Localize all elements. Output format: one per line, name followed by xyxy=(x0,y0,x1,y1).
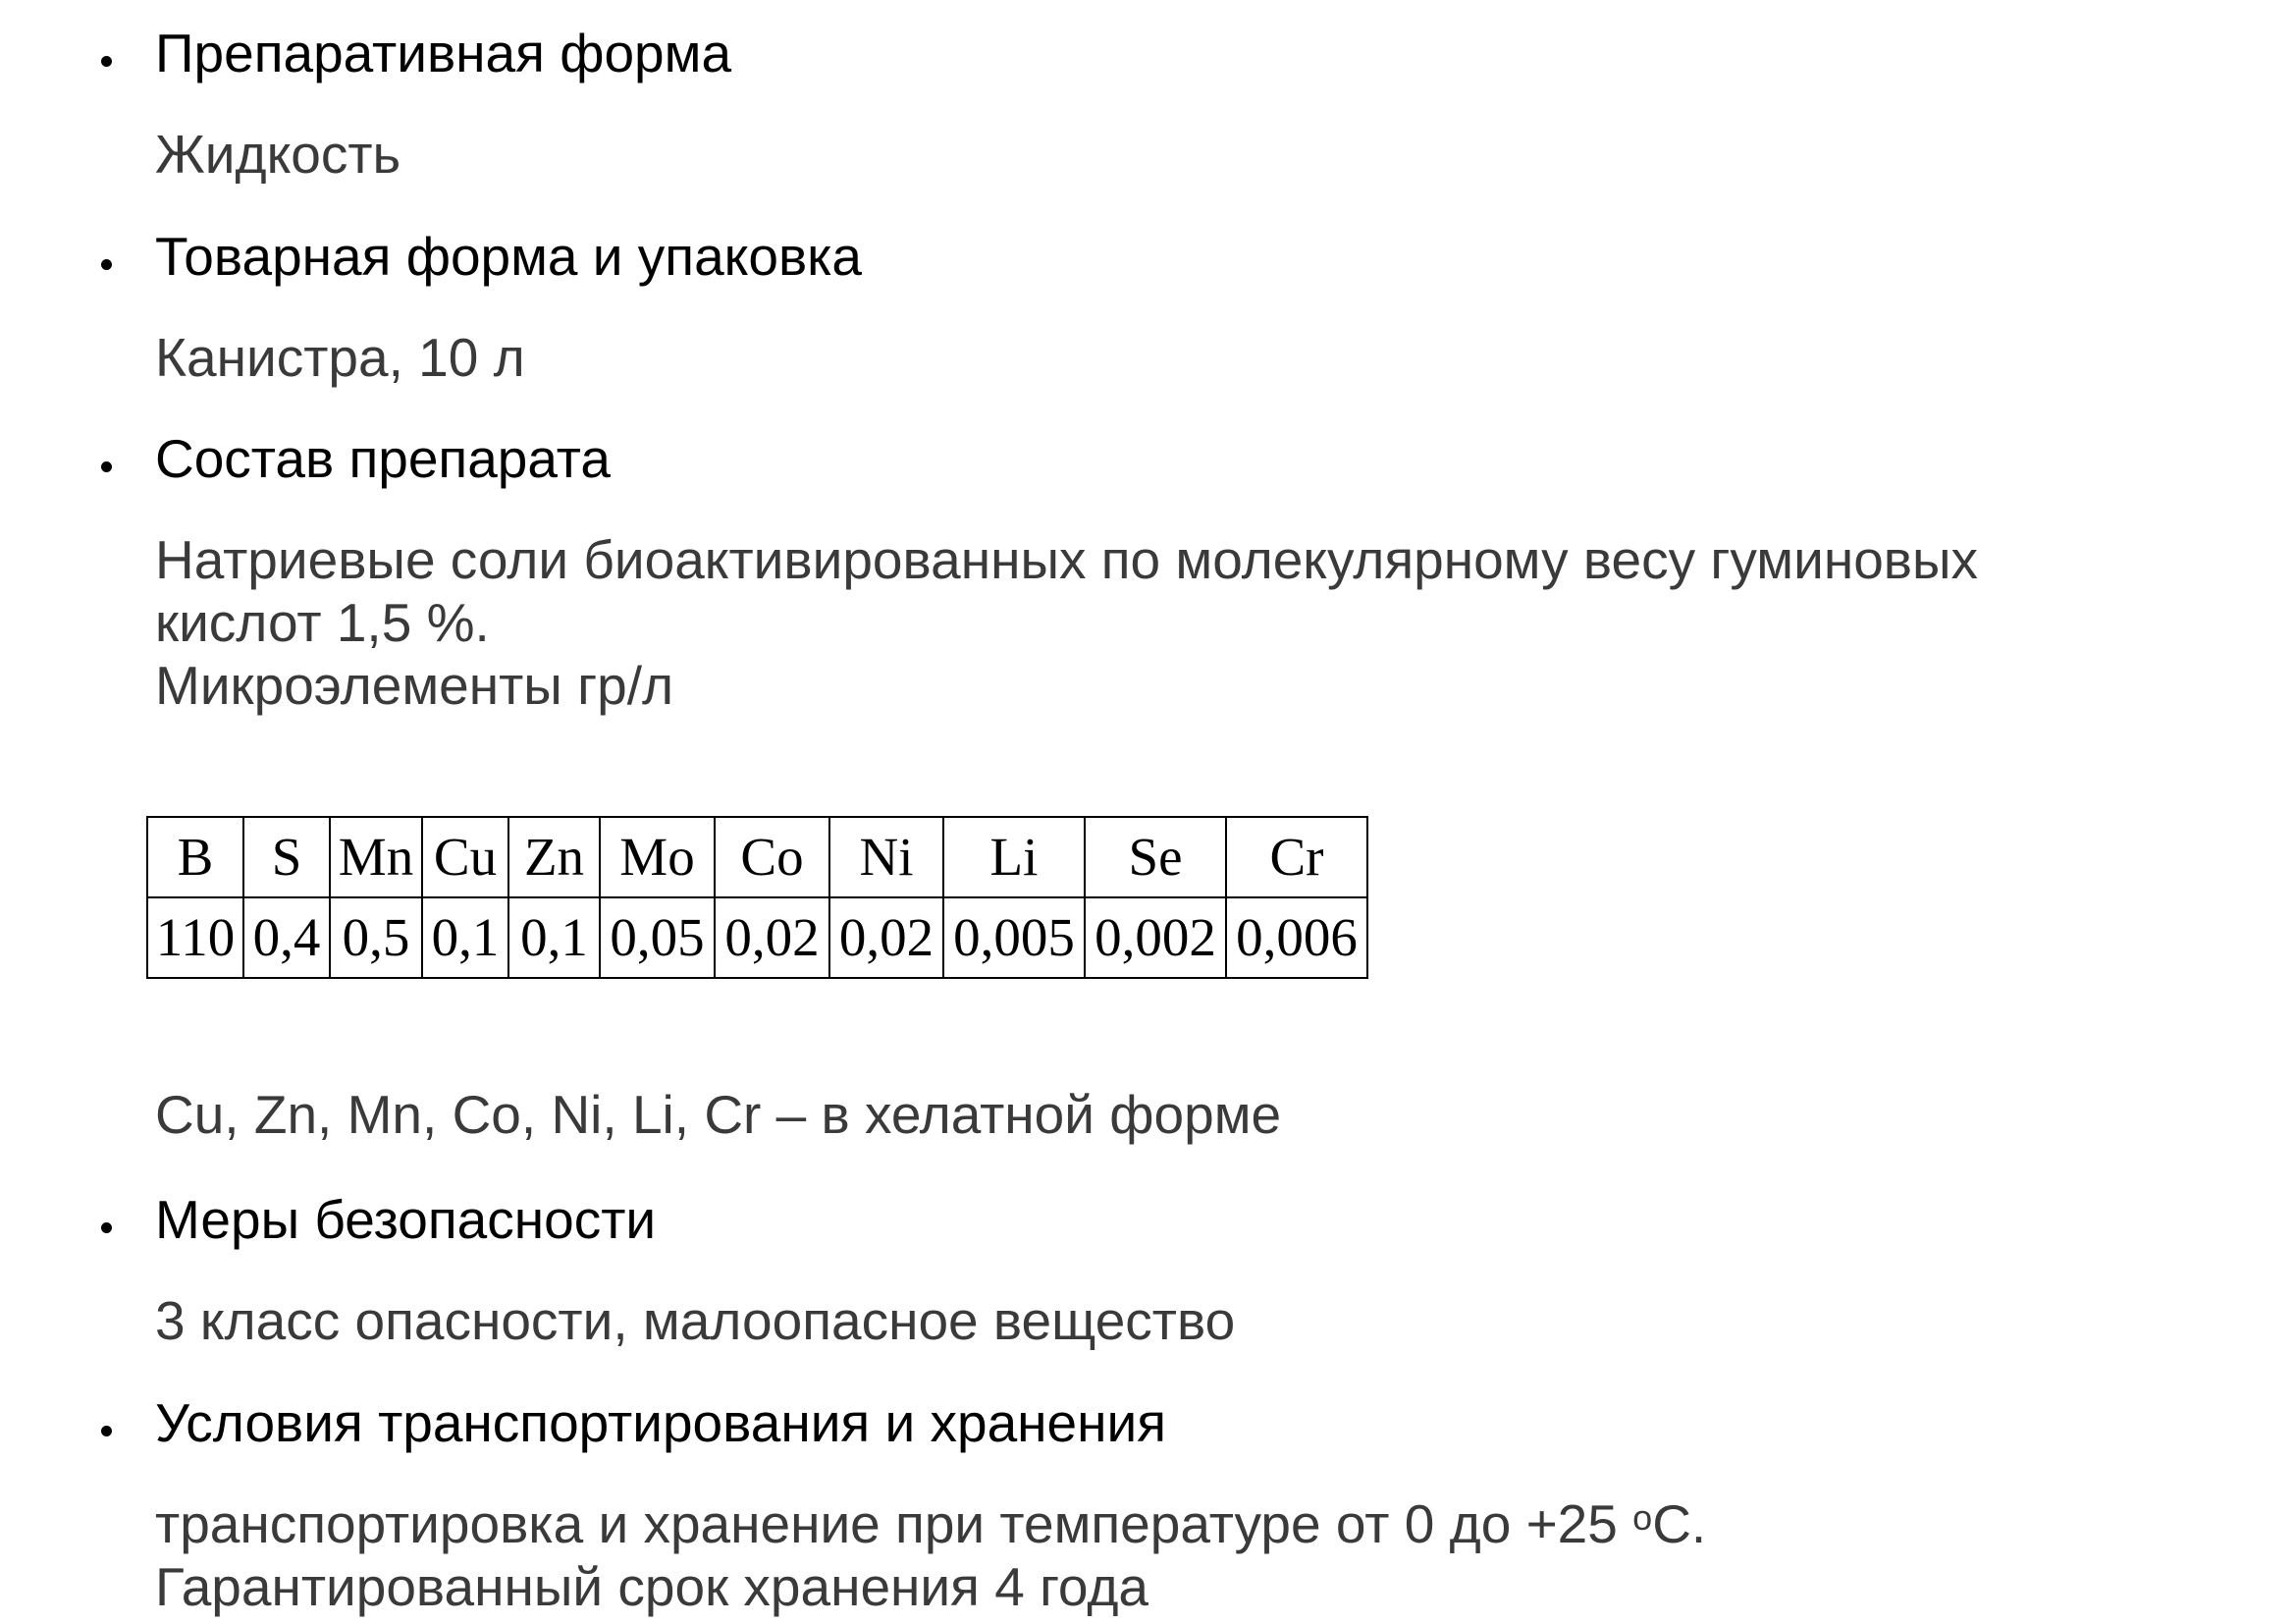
microelements-table xyxy=(146,816,1368,979)
value-line: Жидкость xyxy=(155,124,401,185)
section-heading: Состав препарата xyxy=(155,428,611,489)
value-line: 3 класс опасности, малоопасное вещество xyxy=(155,1290,1236,1351)
value-line: Натриевые соли биоактивированных по молекулярному весу гуминовых xyxy=(155,529,1979,590)
value-line: Микроэлементы гр/л xyxy=(155,655,674,716)
element-symbol: S xyxy=(243,817,330,897)
element-symbol: Mn xyxy=(330,817,422,897)
bullet-icon xyxy=(101,1222,112,1233)
element-value: 110 xyxy=(147,897,243,978)
element-value: 0,006 xyxy=(1226,897,1367,978)
section-value xyxy=(155,326,525,389)
section-value xyxy=(155,123,400,186)
element-symbol: Li xyxy=(943,817,1085,897)
element-symbol: Se xyxy=(1085,817,1226,897)
degree-sign: o xyxy=(1632,1497,1653,1538)
element-value: 0,1 xyxy=(422,897,508,978)
section-heading: Меры безопасности xyxy=(155,1189,657,1250)
value-line: Канистра, 10 л xyxy=(155,327,525,388)
element-value: 0,005 xyxy=(943,897,1085,978)
element-value: 0,05 xyxy=(600,897,715,978)
section-value xyxy=(155,1289,1235,1352)
element-symbol: Co xyxy=(715,817,829,897)
element-symbol: Mo xyxy=(600,817,715,897)
chelate-note: Cu, Zn, Mn, Co, Ni, Li, Cr – в хелатной форме xyxy=(155,1084,1282,1145)
bullet-icon xyxy=(101,1426,112,1436)
section-heading: Товарная форма и упаковка xyxy=(155,226,863,287)
value-line xyxy=(155,1492,1706,1555)
bullet-icon xyxy=(101,56,112,67)
element-value: 0,5 xyxy=(330,897,422,978)
element-value: 0,02 xyxy=(715,897,829,978)
element-value: 0,02 xyxy=(829,897,943,978)
element-value: 0,1 xyxy=(508,897,600,978)
table-values-row xyxy=(147,897,1367,978)
section-heading: Препаративная форма xyxy=(155,23,732,83)
degree-unit: С. xyxy=(1652,1493,1707,1554)
value-line: кислот 1,5 %. xyxy=(155,592,490,653)
section-value xyxy=(155,528,1978,717)
table-header-row xyxy=(147,817,1367,897)
element-value: 0,4 xyxy=(243,897,330,978)
element-symbol: Cu xyxy=(422,817,508,897)
element-symbol: B xyxy=(147,817,243,897)
storage-temperature-text: транспортировка и хранение при температуре от 0 до +25 xyxy=(155,1493,1633,1554)
element-symbol: Ni xyxy=(829,817,943,897)
element-symbol: Zn xyxy=(508,817,600,897)
section-heading: Условия транспортирования и хранения xyxy=(155,1392,1167,1453)
bullet-icon xyxy=(101,259,112,270)
element-value: 0,002 xyxy=(1085,897,1226,978)
section-value xyxy=(155,1492,1706,1618)
value-line: Гарантированный срок хранения 4 года xyxy=(155,1556,1148,1617)
element-symbol: Cr xyxy=(1226,817,1367,897)
bullet-icon xyxy=(101,461,112,472)
